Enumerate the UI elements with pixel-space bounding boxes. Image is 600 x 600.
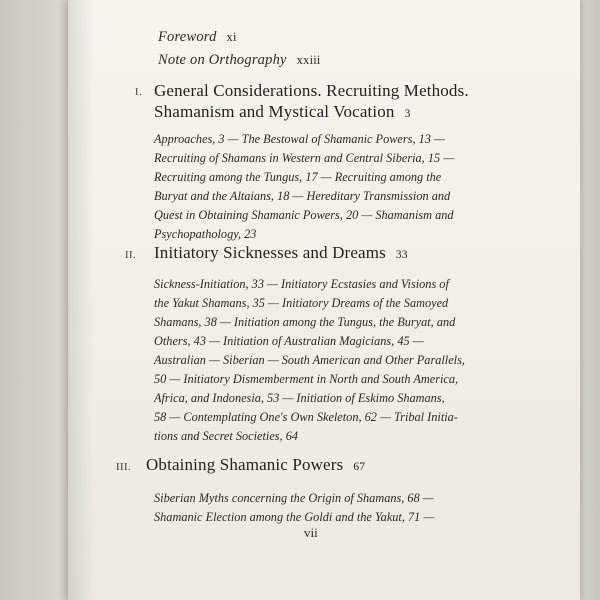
toc-entry-title: Foreword <box>158 29 217 45</box>
description-line: 58 — Contemplating One's Own Skeleton, 62 — Tribal Initia- <box>154 410 458 424</box>
description-line: Psychopathology, 23 <box>154 227 257 241</box>
chapter-title <box>154 80 469 125</box>
chapter-page: 67 <box>353 461 366 473</box>
chapter-title <box>154 242 408 266</box>
chapter-number: I. <box>135 87 143 98</box>
chapter-page: 33 <box>395 249 408 261</box>
toc-entry-orthography <box>158 52 321 69</box>
chapter-number: II. <box>125 250 137 261</box>
description-line: tions and Secret Societies, 64 <box>154 429 299 443</box>
chapter-title-line: General Considerations. Recruiting Methods. <box>154 81 469 100</box>
description-line: Africa, and Indonesia, 53 — Initiation of Eskimo Shamans, <box>154 391 445 405</box>
description-line: Quest in Obtaining Shamanic Powers, 20 — Shamanism and <box>154 208 454 222</box>
chapter-title-line: Shamanism and Mystical Vocation 3 <box>154 102 411 121</box>
page-folio: vii <box>304 525 318 540</box>
description-line: Siberian Myths concerning the Origin of Shamans, 68 — <box>154 491 434 505</box>
toc-entry-foreword <box>158 29 237 46</box>
book-page <box>68 0 580 600</box>
description-line: Others, 43 — Initiation of Australian Magicians, 45 — <box>154 334 424 348</box>
chapter-title-line: Obtaining Shamanic Powers 67 <box>146 455 366 474</box>
toc-entry-page: xxiii <box>296 53 321 67</box>
description-line: Sickness-Initiation, 33 — Initiatory Ecstasies and Visions of <box>154 277 449 291</box>
chapter-description <box>154 489 510 527</box>
toc-entry-title: Note on Orthography <box>158 52 287 68</box>
chapter-description <box>154 275 510 446</box>
chapter-title <box>146 454 365 478</box>
description-line: Australian — Siberian — South American and Other Parallels, <box>154 353 465 367</box>
chapter-description <box>154 130 510 244</box>
page-gutter-shadow <box>68 0 94 600</box>
chapter-title-line: Initiatory Sicknesses and Dreams 33 <box>154 243 408 262</box>
toc-entry-page: xi <box>226 30 237 44</box>
description-line: the Yakut Shamans, 35 — Initiatory Dreams of the Samoyed <box>154 296 449 310</box>
description-line: Recruiting among the Tungus, 17 — Recruiting among the <box>154 170 442 184</box>
description-line: Shamans, 38 — Initiation among the Tungus, the Buryat, and <box>154 315 456 329</box>
description-line: 50 — Initiatory Dismemberment in North and South America, <box>154 372 459 386</box>
chapter-page: 3 <box>404 108 411 120</box>
chapter-number: III. <box>116 462 132 473</box>
description-line: Shamanic Election among the Goldi and the Yakut, 71 — <box>154 510 435 524</box>
description-line: Recruiting of Shamans in Western and Central Siberia, 15 — <box>154 151 455 165</box>
description-line: Approaches, 3 — The Bestowal of Shamanic Powers, 13 — <box>154 132 445 146</box>
description-line: Buryat and the Altaians, 18 — Hereditary Transmission and <box>154 189 451 203</box>
